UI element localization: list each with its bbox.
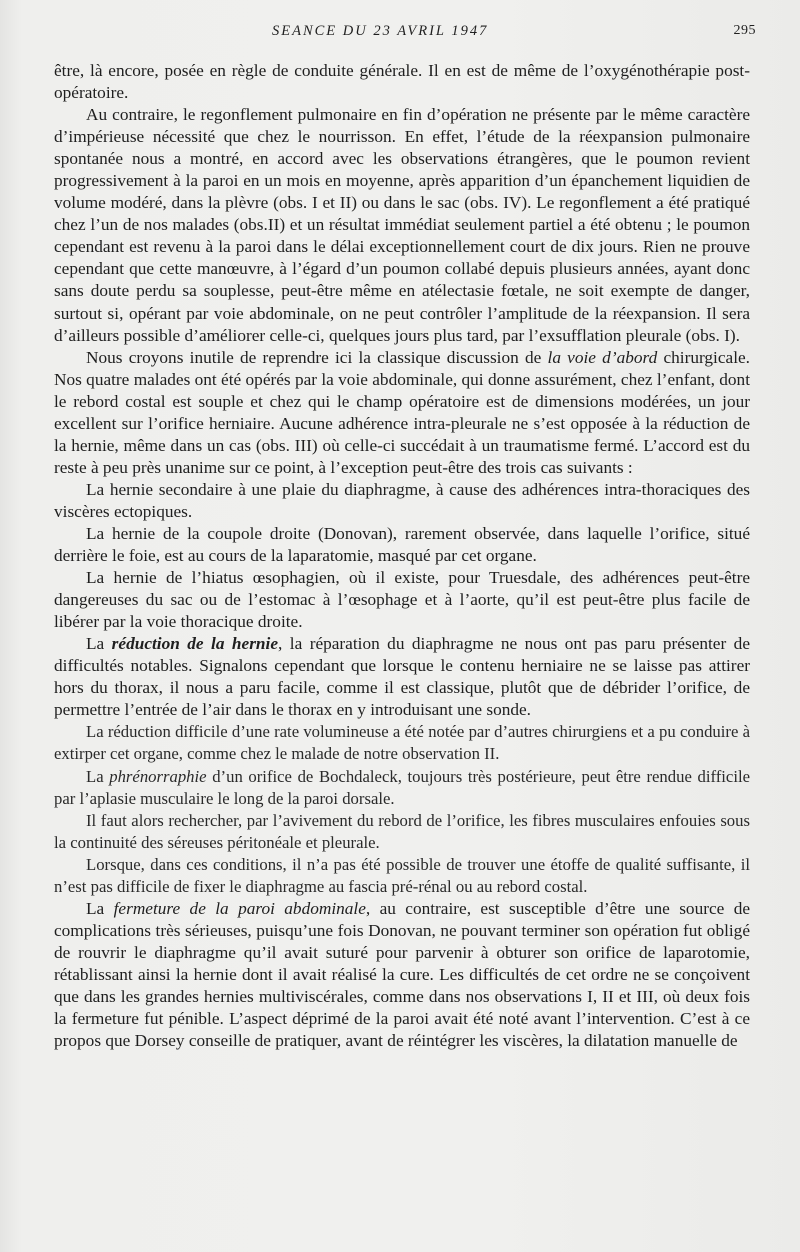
text-run: La hernie de l’hiatus œsophagien, où il existe, pour Truesdale, des adhérences peut-être dangereuses du sac ou de l’estomac à l’œsophage et à l’aorte, qu’il est peut-être plus facile de libérer par la voie thoracique droite. (54, 568, 750, 632)
paragraph (54, 60, 750, 104)
text-run: , au contraire, est susceptible d’être une source de complications très sérieuses, puisqu’une fois Donovan, ne pouvant terminer son opération fut obligé de rouvrir le diaphragme qu’il avait suturé pour parvenir à obturer son orifice de laparotomie, rétablissant ainsi la hernie dont il avait réalisé la cure. Les difficultés de cet ordre ne se conçoivent que dans les grandes hernies multiviscérales, comme dans nos observations I, II et III, où deux fois la fermeture fut pénible. L’aspect déprimé de la paroi avait été noté avant l’intervention. C’est à ce propos que Dorsey conseille de pratiquer, avant de réintégrer les viscères, la dilatation manuelle de (54, 898, 751, 1051)
paragraph (54, 523, 750, 567)
paragraph (54, 104, 750, 347)
text-run: La réduction difficile d’une rate volumineuse a été notée par d’autres chirurgiens et a pu conduire à extirper cet organe, comme chez le malade de notre observation II. (54, 722, 750, 764)
italic-phrase: réduction de la hernie (111, 634, 279, 654)
text-run: être, là encore, posée en règle de conduite générale. Il en est de même de l’oxygénothérapie post-opératoire. (54, 61, 750, 103)
page-number: 295 (733, 23, 756, 38)
running-header (0, 20, 800, 44)
body-text (54, 60, 750, 1052)
text-run: d’un orifice de Bochdaleck, toujours très postérieure, peut être rendue difficile par l’aplasie musculaire le long de la paroi dorsale. (54, 766, 750, 808)
text-run: La (86, 766, 110, 786)
paragraph (54, 721, 750, 765)
paragraph (54, 479, 750, 523)
paragraph (54, 810, 750, 854)
text-run: Il faut alors rechercher, par l’avivement du rebord de l’orifice, les fibres musculaires enfouies sous la continuité des séreuses péritonéale et pleurale. (54, 810, 750, 852)
text-run: La (86, 634, 112, 654)
text-run: La hernie secondaire à une plaie du diaphragme, à cause des adhérences intra-thoraciques des viscères ectopiques. (54, 479, 750, 521)
text-run: , la réparation du diaphragme ne nous ont pas paru présenter de difficultés notables. Signalons cependant que lorsque le contenu herniaire ne se laisse pas attirer hors du thorax, il nous a paru facile, comme il est classique, plutôt que de débrider l’orifice, de permettre l’entrée de l’air dans le thorax en y introduisant une sonde. (54, 634, 750, 720)
running-title: SEANCE DU 23 AVRIL 1947 (272, 23, 489, 39)
paragraph (54, 766, 750, 810)
paragraph (54, 567, 750, 633)
text-run: La (86, 898, 114, 918)
text-run: La hernie de la coupole droite (Donovan), rarement observée, dans laquelle l’orifice, situé derrière le foie, est au cours de la laparatomie, masqué par cet organe. (54, 523, 750, 566)
text-run: Nous croyons inutile de reprendre ici la classique discussion de (86, 347, 548, 367)
text-run: Au contraire, le regonflement pulmonaire en fin d’opération ne présente par le même caractère d’impérieuse nécessité que chez le nourrisson. En effet, l’étude de la réexpansion pulmonaire spontanée nous a montré, en accord avec les observations étrangères, que le poumon revient progressivement à la paroi en un mois en moyenne, après apparition d’un épanchement liquidien de volume modéré, dans la plèvre (obs. I et II) ou dans le sac (obs. IV). Le regonflement a été pratiqué chez l’un de nos malades (obs.II) et un résultat immédiat seulement partiel a été obtenu ; le poumon cependant est revenu à la paroi dans le délai exceptionnellement court de dix jours. Rien ne prouve cependant que cette manœuvre, à l’égard d’un poumon collabé depuis plusieurs années, ayant donc sans doute perdu sa souplesse, peut-être même en atélectasie fœtale, ne soit exempte de danger, surtout si, opérant par voie abdominale, on ne peut contrôler l’amplitude de la réexpansion. Il sera d’ailleurs possible d’améliorer celle-ci, quelques jours plus tard, par l’exsufflation pleurale (obs. I). (54, 105, 750, 345)
italic-phrase: fermeture de la paroi abdominale (113, 898, 366, 918)
paragraph (54, 854, 750, 898)
italic-phrase: phrénorraphie (109, 766, 207, 786)
text-run: Lorsque, dans ces conditions, il n’a pas été possible de trouver une étoffe de qualité suffisante, il n’est pas difficile de fixer le diaphragme au fascia pré-rénal ou au rebord costal. (54, 854, 750, 896)
paragraph (54, 898, 750, 1052)
paragraph (54, 347, 750, 479)
paragraph (54, 633, 750, 721)
text-run: chirurgicale. Nos quatre malades ont été opérés par la voie abdominale, qui donne assurément, chez l’enfant, dont le rebord costal est souple et chez qui le champ opératoire est de dimensions modérées, un jour excellent sur l’orifice herniaire. Aucune adhérence intra-pleurale ne s’est opposée à la réduction de la hernie, même dans un cas (obs. III) où celle-ci succédait à un traumatisme fermé. L’accord est du reste à peu près unanime sur ce point, à l’exception peut-être des trois cas suivants : (54, 347, 750, 477)
italic-phrase: la voie d’abord (547, 347, 658, 367)
